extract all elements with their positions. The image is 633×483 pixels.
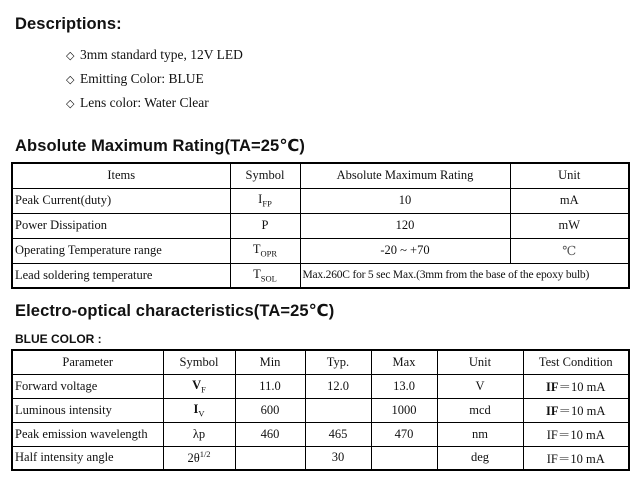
value-cell: -20 ~ +70: [300, 238, 510, 263]
column-header: Items: [12, 163, 230, 188]
typ-cell: 465: [305, 422, 371, 446]
amr-title: Absolute Maximum Rating(TA=25℃): [15, 137, 306, 155]
column-header: Symbol: [230, 163, 300, 188]
unit-cell: V: [437, 374, 523, 398]
column-header: Max: [371, 350, 437, 374]
list-item: [66, 46, 243, 70]
diamond-bullet-icon: ◇: [66, 74, 75, 86]
param-cell: Peak emission wavelength: [12, 422, 163, 446]
param-cell: Luminous intensity: [12, 398, 163, 422]
table-row: [12, 398, 629, 422]
blue-color-subtitle: BLUE COLOR :: [15, 332, 102, 346]
descriptions-title: Descriptions:: [15, 15, 122, 33]
max-cell: 1000: [371, 398, 437, 422]
absolute-max-rating-table: [11, 162, 630, 289]
unit-cell: nm: [437, 422, 523, 446]
min-cell: 600: [235, 398, 305, 422]
min-cell: 11.0: [235, 374, 305, 398]
column-header: Parameter: [12, 350, 163, 374]
condition-cell: IF＝10 mA: [523, 422, 629, 446]
table-row: [12, 446, 629, 470]
table-row: [12, 374, 629, 398]
item-cell: Lead soldering temperature: [12, 263, 230, 288]
value-cell: Max.260C for 5 sec Max.(3mm from the base of the epoxy bulb): [300, 263, 629, 288]
list-item: [66, 94, 243, 118]
eo-title: Electro-optical characteristics(TA=25℃): [15, 302, 335, 320]
max-cell: [371, 446, 437, 470]
diamond-bullet-icon: ◇: [66, 98, 75, 110]
max-cell: 470: [371, 422, 437, 446]
condition-cell: IF＝10 mA: [523, 374, 629, 398]
param-cell: Half intensity angle: [12, 446, 163, 470]
list-item: [66, 70, 243, 94]
unit-cell: mcd: [437, 398, 523, 422]
param-cell: Forward voltage: [12, 374, 163, 398]
column-header: Typ.: [305, 350, 371, 374]
table-header-row: [12, 163, 629, 188]
min-cell: [235, 446, 305, 470]
table-row: [12, 188, 629, 213]
unit-cell: ℃: [510, 238, 629, 263]
symbol-cell: $2\theta^{1/2}$: [163, 446, 235, 470]
table-row: [12, 263, 629, 288]
condition-cell: IF＝10 mA: [523, 446, 629, 470]
typ-cell: 30: [305, 446, 371, 470]
typ-cell: [305, 398, 371, 422]
column-header: Unit: [437, 350, 523, 374]
symbol-cell: $I_{FP}$: [230, 188, 300, 213]
table-row: [12, 422, 629, 446]
table-header-row: [12, 350, 629, 374]
typ-cell: 12.0: [305, 374, 371, 398]
item-cell: Peak Current(duty): [12, 188, 230, 213]
column-header: Test Condition: [523, 350, 629, 374]
column-header: Unit: [510, 163, 629, 188]
table-row: [12, 213, 629, 238]
list-item-text: Lens color: Water Clear: [80, 95, 209, 110]
symbol-cell: $I_V$: [163, 398, 235, 422]
column-header: Absolute Maximum Rating: [300, 163, 510, 188]
electro-optical-table: [11, 349, 630, 471]
max-cell: 13.0: [371, 374, 437, 398]
item-cell: Power Dissipation: [12, 213, 230, 238]
value-cell: 120: [300, 213, 510, 238]
item-cell: Operating Temperature range: [12, 238, 230, 263]
list-item-text: Emitting Color: BLUE: [80, 71, 204, 86]
value-cell: 10: [300, 188, 510, 213]
diamond-bullet-icon: ◇: [66, 50, 75, 62]
symbol-cell: $T_{OPR}$: [230, 238, 300, 263]
symbol-cell: P: [230, 213, 300, 238]
symbol-cell: $T_{SOL}$: [230, 263, 300, 288]
symbol-cell: λp: [163, 422, 235, 446]
column-header: Symbol: [163, 350, 235, 374]
symbol-cell: $V_F$: [163, 374, 235, 398]
description-list: [66, 46, 243, 118]
unit-cell: deg: [437, 446, 523, 470]
unit-cell: mW: [510, 213, 629, 238]
column-header: Min: [235, 350, 305, 374]
list-item-text: 3mm standard type, 12V LED: [80, 47, 243, 62]
condition-cell: IF＝10 mA: [523, 398, 629, 422]
min-cell: 460: [235, 422, 305, 446]
unit-cell: mA: [510, 188, 629, 213]
table-row: [12, 238, 629, 263]
